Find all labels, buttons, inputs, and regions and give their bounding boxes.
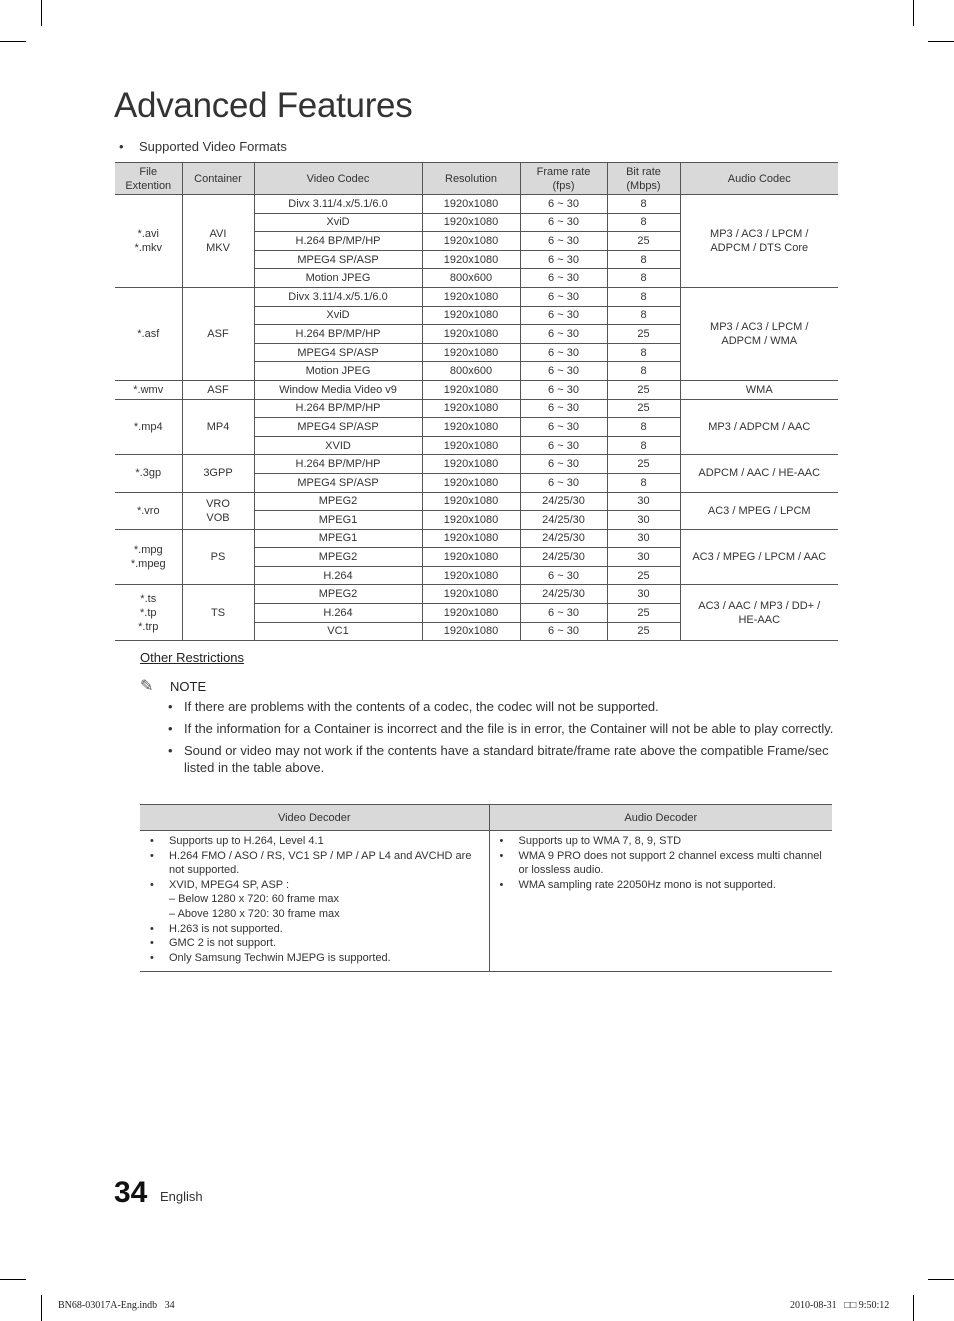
bit-rate-cell: 8 xyxy=(607,250,680,269)
video-codec-cell: Motion JPEG xyxy=(254,362,422,381)
resolution-cell: 800x600 xyxy=(422,269,520,288)
resolution-cell: 1920x1080 xyxy=(422,436,520,455)
video-formats-table xyxy=(115,162,838,641)
frame-rate-cell: 6 ~ 30 xyxy=(520,195,607,214)
frame-rate-cell: 6 ~ 30 xyxy=(520,604,607,623)
audio-decoder-item: • WMA 9 PRO does not support 2 channel excess multi channel or lossless audio. xyxy=(490,849,833,878)
video-decoder-item: • XVID, MPEG4 SP, ASP : – Below 1280 x 720: 60 frame max – Above 1280 x 720: 30 frame max xyxy=(140,878,489,922)
video-codec-cell: Window Media Video v9 xyxy=(254,380,422,399)
container-cell: PS xyxy=(182,529,254,585)
container-cell: MP4 xyxy=(182,399,254,455)
video-codec-cell: H.264 BP/MP/HP xyxy=(254,455,422,474)
file-extension-cell: *.asf xyxy=(115,287,182,380)
bit-rate-cell: 25 xyxy=(607,380,680,399)
file-extension-cell: *.vro xyxy=(115,492,182,529)
video-codec-cell: XviD xyxy=(254,306,422,325)
crop-mark xyxy=(913,0,914,26)
table-row xyxy=(115,455,838,474)
bit-rate-cell: 8 xyxy=(607,213,680,232)
crop-mark xyxy=(928,1279,954,1280)
file-extension-cell: *.wmv xyxy=(115,380,182,399)
bit-rate-cell: 8 xyxy=(607,287,680,306)
audio-codec-cell: AC3 / MPEG / LPCM / AAC xyxy=(680,529,838,585)
frame-rate-cell: 6 ~ 30 xyxy=(520,473,607,492)
file-extension-cell: *.mp4 xyxy=(115,399,182,455)
video-codec-header: Video Codec xyxy=(254,163,422,195)
bit-rate-cell: 30 xyxy=(607,511,680,530)
resolution-cell: 1920x1080 xyxy=(422,585,520,604)
file-extension-header: File Extention xyxy=(115,163,182,195)
video-codec-cell: MPEG2 xyxy=(254,492,422,511)
resolution-cell: 1920x1080 xyxy=(422,399,520,418)
video-codec-cell: MPEG4 SP/ASP xyxy=(254,473,422,492)
video-codec-cell: MPEG4 SP/ASP xyxy=(254,343,422,362)
resolution-cell: 1920x1080 xyxy=(422,473,520,492)
crop-mark xyxy=(41,1295,42,1321)
video-codec-cell: Divx 3.11/4.x/5.1/6.0 xyxy=(254,287,422,306)
video-decoder-cell xyxy=(140,831,489,972)
audio-codec-cell: ADPCM / AAC / HE-AAC xyxy=(680,455,838,492)
video-decoder-item: • H.263 is not supported. xyxy=(140,922,489,937)
bit-rate-cell: 30 xyxy=(607,548,680,567)
video-decoder-item: • Supports up to H.264, Level 4.1 xyxy=(140,834,489,849)
frame-rate-cell: 24/25/30 xyxy=(520,511,607,530)
audio-codec-cell: MP3 / ADPCM / AAC xyxy=(680,399,838,455)
resolution-cell: 800x600 xyxy=(422,362,520,381)
frame-rate-cell: 6 ~ 30 xyxy=(520,306,607,325)
resolution-cell: 1920x1080 xyxy=(422,380,520,399)
resolution-cell: 1920x1080 xyxy=(422,566,520,585)
resolution-cell: 1920x1080 xyxy=(422,455,520,474)
bit-rate-cell: 30 xyxy=(607,492,680,511)
resolution-cell: 1920x1080 xyxy=(422,213,520,232)
video-codec-cell: Motion JPEG xyxy=(254,269,422,288)
resolution-header: Resolution xyxy=(422,163,520,195)
crop-mark xyxy=(0,41,26,42)
file-extension-cell: *.3gp xyxy=(115,455,182,492)
frame-rate-cell: 6 ~ 30 xyxy=(520,436,607,455)
video-decoder-item: • H.264 FMO / ASO / RS, VC1 SP / MP / AP L4 and AVCHD are not supported. xyxy=(140,849,489,878)
resolution-cell: 1920x1080 xyxy=(422,343,520,362)
resolution-cell: 1920x1080 xyxy=(422,548,520,567)
other-restrictions-heading: Other Restrictions xyxy=(140,650,245,665)
bit-rate-header: Bit rate (Mbps) xyxy=(607,163,680,195)
file-extension-cell: *.mpg *.mpeg xyxy=(115,529,182,585)
frame-rate-cell: 6 ~ 30 xyxy=(520,566,607,585)
video-codec-cell: H.264 xyxy=(254,604,422,623)
bit-rate-cell: 25 xyxy=(607,232,680,251)
crop-mark xyxy=(913,1295,914,1321)
resolution-cell: 1920x1080 xyxy=(422,511,520,530)
frame-rate-cell: 6 ~ 30 xyxy=(520,622,607,641)
crop-mark xyxy=(41,0,42,26)
footer-file-info: BN68-03017A-Eng.indb 34 xyxy=(58,1300,175,1311)
frame-rate-cell: 6 ~ 30 xyxy=(520,343,607,362)
video-codec-cell: H.264 BP/MP/HP xyxy=(254,399,422,418)
note-item: • Sound or video may not work if the contents have a standard bitrate/frame rate above the compatible Frame/sec listed in the table above. xyxy=(168,742,840,776)
audio-codec-header: Audio Codec xyxy=(680,163,838,195)
resolution-cell: 1920x1080 xyxy=(422,287,520,306)
video-codec-cell: Divx 3.11/4.x/5.1/6.0 xyxy=(254,195,422,214)
video-codec-cell: MPEG2 xyxy=(254,548,422,567)
frame-rate-cell: 6 ~ 30 xyxy=(520,399,607,418)
video-decoder-header: Video Decoder xyxy=(140,805,489,831)
page-language: English xyxy=(160,1189,203,1204)
frame-rate-cell: 24/25/30 xyxy=(520,585,607,604)
page-title: Advanced Features xyxy=(114,86,413,125)
crop-mark xyxy=(0,1279,26,1280)
frame-rate-cell: 6 ~ 30 xyxy=(520,455,607,474)
container-cell: ASF xyxy=(182,287,254,380)
frame-rate-cell: 24/25/30 xyxy=(520,529,607,548)
video-decoder-item: • GMC 2 is not support. xyxy=(140,936,489,951)
frame-rate-cell: 24/25/30 xyxy=(520,548,607,567)
bit-rate-cell: 8 xyxy=(607,436,680,455)
resolution-cell: 1920x1080 xyxy=(422,232,520,251)
table-row xyxy=(115,492,838,511)
frame-rate-cell: 6 ~ 30 xyxy=(520,362,607,381)
pencil-note-icon: ✎ xyxy=(140,678,154,695)
frame-rate-cell: 6 ~ 30 xyxy=(520,418,607,437)
note-label: NOTE xyxy=(170,679,207,694)
video-codec-cell: XVID xyxy=(254,436,422,455)
video-codec-cell: H.264 BP/MP/HP xyxy=(254,325,422,344)
resolution-cell: 1920x1080 xyxy=(422,195,520,214)
container-cell: 3GPP xyxy=(182,455,254,492)
bit-rate-cell: 30 xyxy=(607,529,680,548)
frame-rate-cell: 6 ~ 30 xyxy=(520,380,607,399)
audio-codec-cell: WMA xyxy=(680,380,838,399)
frame-rate-cell: 6 ~ 30 xyxy=(520,213,607,232)
audio-codec-cell: MP3 / AC3 / LPCM / ADPCM / DTS Core xyxy=(680,195,838,288)
video-codec-cell: MPEG1 xyxy=(254,529,422,548)
bit-rate-cell: 8 xyxy=(607,418,680,437)
resolution-cell: 1920x1080 xyxy=(422,604,520,623)
container-cell: ASF xyxy=(182,380,254,399)
bit-rate-cell: 8 xyxy=(607,343,680,362)
audio-decoder-cell xyxy=(489,831,832,972)
video-decoder-item: • Only Samsung Techwin MJEPG is supported. xyxy=(140,951,489,966)
table-row xyxy=(115,585,838,604)
bit-rate-cell: 30 xyxy=(607,585,680,604)
container-header: Container xyxy=(182,163,254,195)
decoder-table xyxy=(140,804,832,972)
resolution-cell: 1920x1080 xyxy=(422,529,520,548)
note-list xyxy=(168,698,840,781)
resolution-cell: 1920x1080 xyxy=(422,306,520,325)
frame-rate-header: Frame rate (fps) xyxy=(520,163,607,195)
note-item: • If there are problems with the contents of a codec, the codec will not be supported. xyxy=(168,698,840,715)
audio-codec-cell: MP3 / AC3 / LPCM / ADPCM / WMA xyxy=(680,287,838,380)
bit-rate-cell: 8 xyxy=(607,362,680,381)
bit-rate-cell: 25 xyxy=(607,566,680,585)
video-codec-cell: H.264 xyxy=(254,566,422,585)
bit-rate-cell: 25 xyxy=(607,399,680,418)
video-decoder-list xyxy=(140,834,489,965)
video-codec-cell: MPEG1 xyxy=(254,511,422,530)
footer-timestamp: 2010-08-31 □□ 9:50:12 xyxy=(790,1300,890,1311)
table-row xyxy=(115,287,838,306)
video-codec-cell: MPEG4 SP/ASP xyxy=(254,250,422,269)
resolution-cell: 1920x1080 xyxy=(422,622,520,641)
video-codec-cell: MPEG2 xyxy=(254,585,422,604)
video-codec-cell: MPEG4 SP/ASP xyxy=(254,418,422,437)
bit-rate-cell: 8 xyxy=(607,306,680,325)
audio-codec-cell: AC3 / MPEG / LPCM xyxy=(680,492,838,529)
bit-rate-cell: 25 xyxy=(607,325,680,344)
container-cell: VRO VOB xyxy=(182,492,254,529)
table-row xyxy=(115,380,838,399)
container-cell: AVI MKV xyxy=(182,195,254,288)
page-number: 34 xyxy=(114,1176,148,1209)
note-heading xyxy=(140,676,206,696)
section-bullet xyxy=(119,139,287,154)
bit-rate-cell: 8 xyxy=(607,195,680,214)
note-item: • If the information for a Container is incorrect and the file is in error, the Container will not be able to play correctly. xyxy=(168,720,840,737)
container-cell: TS xyxy=(182,585,254,641)
bullet-icon: • xyxy=(119,139,124,154)
bit-rate-cell: 25 xyxy=(607,455,680,474)
video-codec-cell: H.264 BP/MP/HP xyxy=(254,232,422,251)
frame-rate-cell: 6 ~ 30 xyxy=(520,269,607,288)
bit-rate-cell: 25 xyxy=(607,604,680,623)
bit-rate-cell: 25 xyxy=(607,622,680,641)
table-row xyxy=(115,195,838,214)
file-extension-cell: *.ts *.tp *.trp xyxy=(115,585,182,641)
frame-rate-cell: 24/25/30 xyxy=(520,492,607,511)
audio-decoder-item: • Supports up to WMA 7, 8, 9, STD xyxy=(490,834,833,849)
audio-decoder-list xyxy=(490,834,833,892)
resolution-cell: 1920x1080 xyxy=(422,492,520,511)
resolution-cell: 1920x1080 xyxy=(422,325,520,344)
table-header-row xyxy=(115,163,838,195)
table-row xyxy=(115,529,838,548)
video-codec-cell: VC1 xyxy=(254,622,422,641)
audio-decoder-item: • WMA sampling rate 22050Hz mono is not supported. xyxy=(490,878,833,893)
crop-mark xyxy=(928,41,954,42)
frame-rate-cell: 6 ~ 30 xyxy=(520,325,607,344)
audio-decoder-header: Audio Decoder xyxy=(489,805,832,831)
resolution-cell: 1920x1080 xyxy=(422,250,520,269)
bit-rate-cell: 8 xyxy=(607,473,680,492)
section-label: Supported Video Formats xyxy=(139,139,287,154)
file-extension-cell: *.avi *.mkv xyxy=(115,195,182,288)
audio-codec-cell: AC3 / AAC / MP3 / DD+ / HE-AAC xyxy=(680,585,838,641)
video-codec-cell: XviD xyxy=(254,213,422,232)
table-row xyxy=(115,399,838,418)
frame-rate-cell: 6 ~ 30 xyxy=(520,250,607,269)
frame-rate-cell: 6 ~ 30 xyxy=(520,232,607,251)
bit-rate-cell: 8 xyxy=(607,269,680,288)
frame-rate-cell: 6 ~ 30 xyxy=(520,287,607,306)
resolution-cell: 1920x1080 xyxy=(422,418,520,437)
